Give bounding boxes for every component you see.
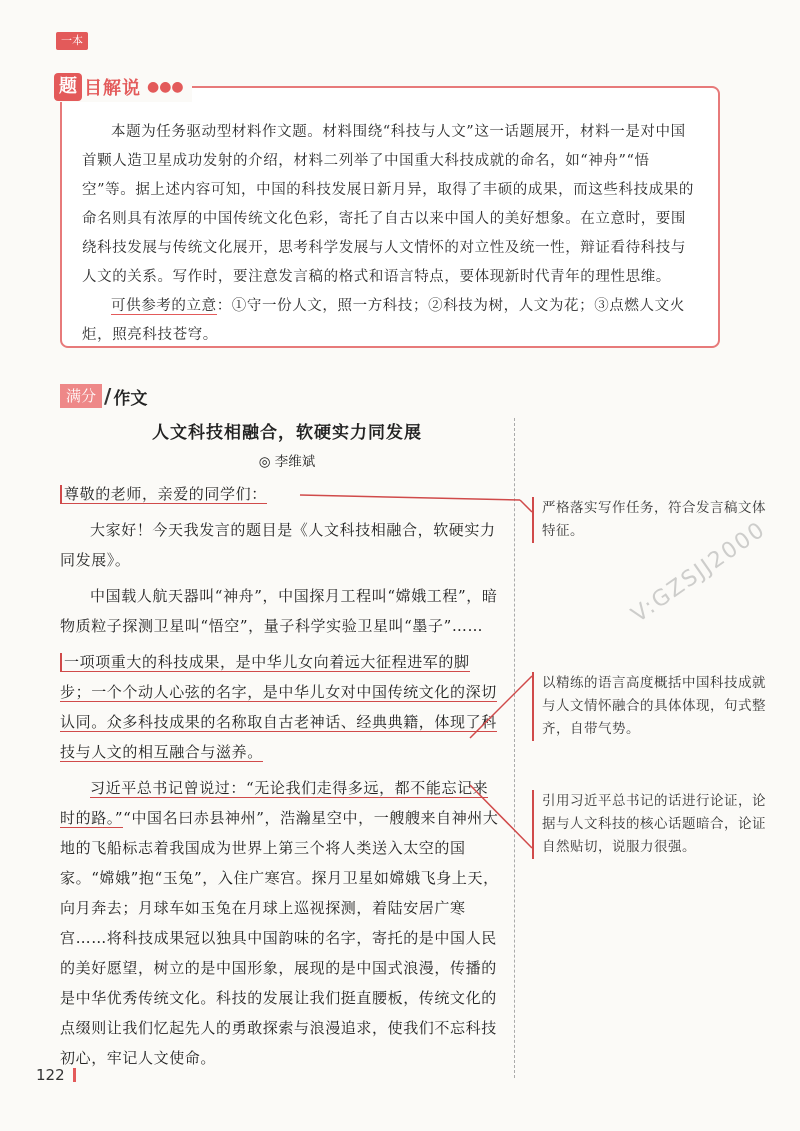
leader-line-2 — [470, 676, 532, 738]
quote-highlight: 习近平总书记曾说过：“无论我们走得多远，都不能忘记来时的路。” — [60, 779, 489, 827]
margin-note-2: 以精练的语言高度概括中国科技成就与人文情怀融合的具体体现，句式整齐，自带气势。 — [532, 672, 772, 741]
essay-title: 人文科技相融合，软硬实力同发展 — [152, 423, 422, 443]
explanation-heading-text: 目解说 — [84, 78, 141, 99]
section-slash: / — [104, 384, 112, 408]
reference-ideas-text: ：①守一份人文，照一方科技；②科技为树，人文为花；③点燃人文火炬，照亮科技苍穹。 — [82, 298, 685, 343]
essay-paragraph-1: 大家好！今天我发言的题目是《人文科技相融合，软硬实力同发展》。 — [60, 521, 496, 569]
greeting-highlight: 尊敬的老师，亲爱的同学们： — [60, 485, 267, 504]
essay-author: ◎ 李维斌 — [258, 454, 316, 470]
margin-note-3: 引用习近平总书记的话进行论证，论据与人文科技的核心话题暗合，论证自然贴切，说服力很强。 — [532, 790, 772, 859]
explanation-paragraph: 本题为任务驱动型材料作文题。材料围绕“科技与人文”这一话题展开，材料一是对中国首颗人造卫星成功发射的介绍，材料二列举了中国重大科技成就的命名，如“神舟”“悟空”等。据上述内容可知，中国的科技发展日新月异，取得了丰硕的成果，而这些科技成果的命名则具有浓厚的中国传统文化色彩，寄托了自古以来中国人的美好想象。在立意时，要围绕科技发展与传统文化展开，思考科学发展与人文情怀的对立性及统一性，辩证看待科技与人文的关系。写作时，要注意发言稿的格式和语言特点，要体现新时代青年的理性思维。 — [82, 124, 695, 285]
leader-line-1b — [520, 500, 532, 512]
leader-line-3 — [470, 785, 532, 848]
page-number-text: 122 — [36, 1066, 65, 1084]
paragraph-3-highlight: 一项项重大的科技成果，是中华儿女向着远大征程进军的脚步；一个个动人心弦的名字，是中华儿女对中国传统文化的深切认同。众多科技成果的名称取自古老神话、经典典籍，体现了科技与人文的相互融合与滋养。 — [60, 653, 497, 761]
section-word: 作文 — [113, 388, 148, 409]
explanation-badge: 题 — [54, 73, 82, 101]
page-number-bar — [73, 1068, 76, 1082]
section-tag: 满分 — [60, 384, 102, 408]
watermark: V:GZSJJ2000 — [627, 517, 771, 628]
page-number — [36, 1066, 76, 1084]
paragraph-4-rest: “中国名曰赤县神州”，浩瀚星空中，一艘艘来自神州大地的飞船标志着我国成为世界上第三个将人类送入太空的国家。“嫦娥”抱“玉兔”，入住广寒宫。探月卫星如嫦娥飞身上天，向月奔去；月球车如玉兔在月球上巡视探测，着陆安居广寒宫……将科技成果冠以独具中国韵味的名字，寄托的是中国人民的美好愿望，树立的是中国形象，展现的是中国式浪漫，传播的是中华优秀传统文化。科技的发展让我们挺直腰板，传统文化的点缀则让我们忆起先人的勇敢探索与浪漫追求，使我们不忘科技初心，牢记人文使命。 — [60, 809, 499, 1067]
margin-note-1: 严格落实写作任务，符合发言稿文体特征。 — [532, 497, 772, 543]
reference-ideas-label: 可供参考的立意 — [111, 298, 217, 314]
dots-decoration: ●●● — [147, 79, 184, 95]
essay-paragraph-2: 中国载人航天器叫“神舟”，中国探月工程叫“嫦娥工程”，暗物质粒子探测卫星叫“悟空”，量子科学实验卫星叫“墨子”…… — [60, 587, 498, 635]
corner-tag: 一本 — [56, 32, 88, 50]
leader-line-1 — [300, 495, 520, 500]
